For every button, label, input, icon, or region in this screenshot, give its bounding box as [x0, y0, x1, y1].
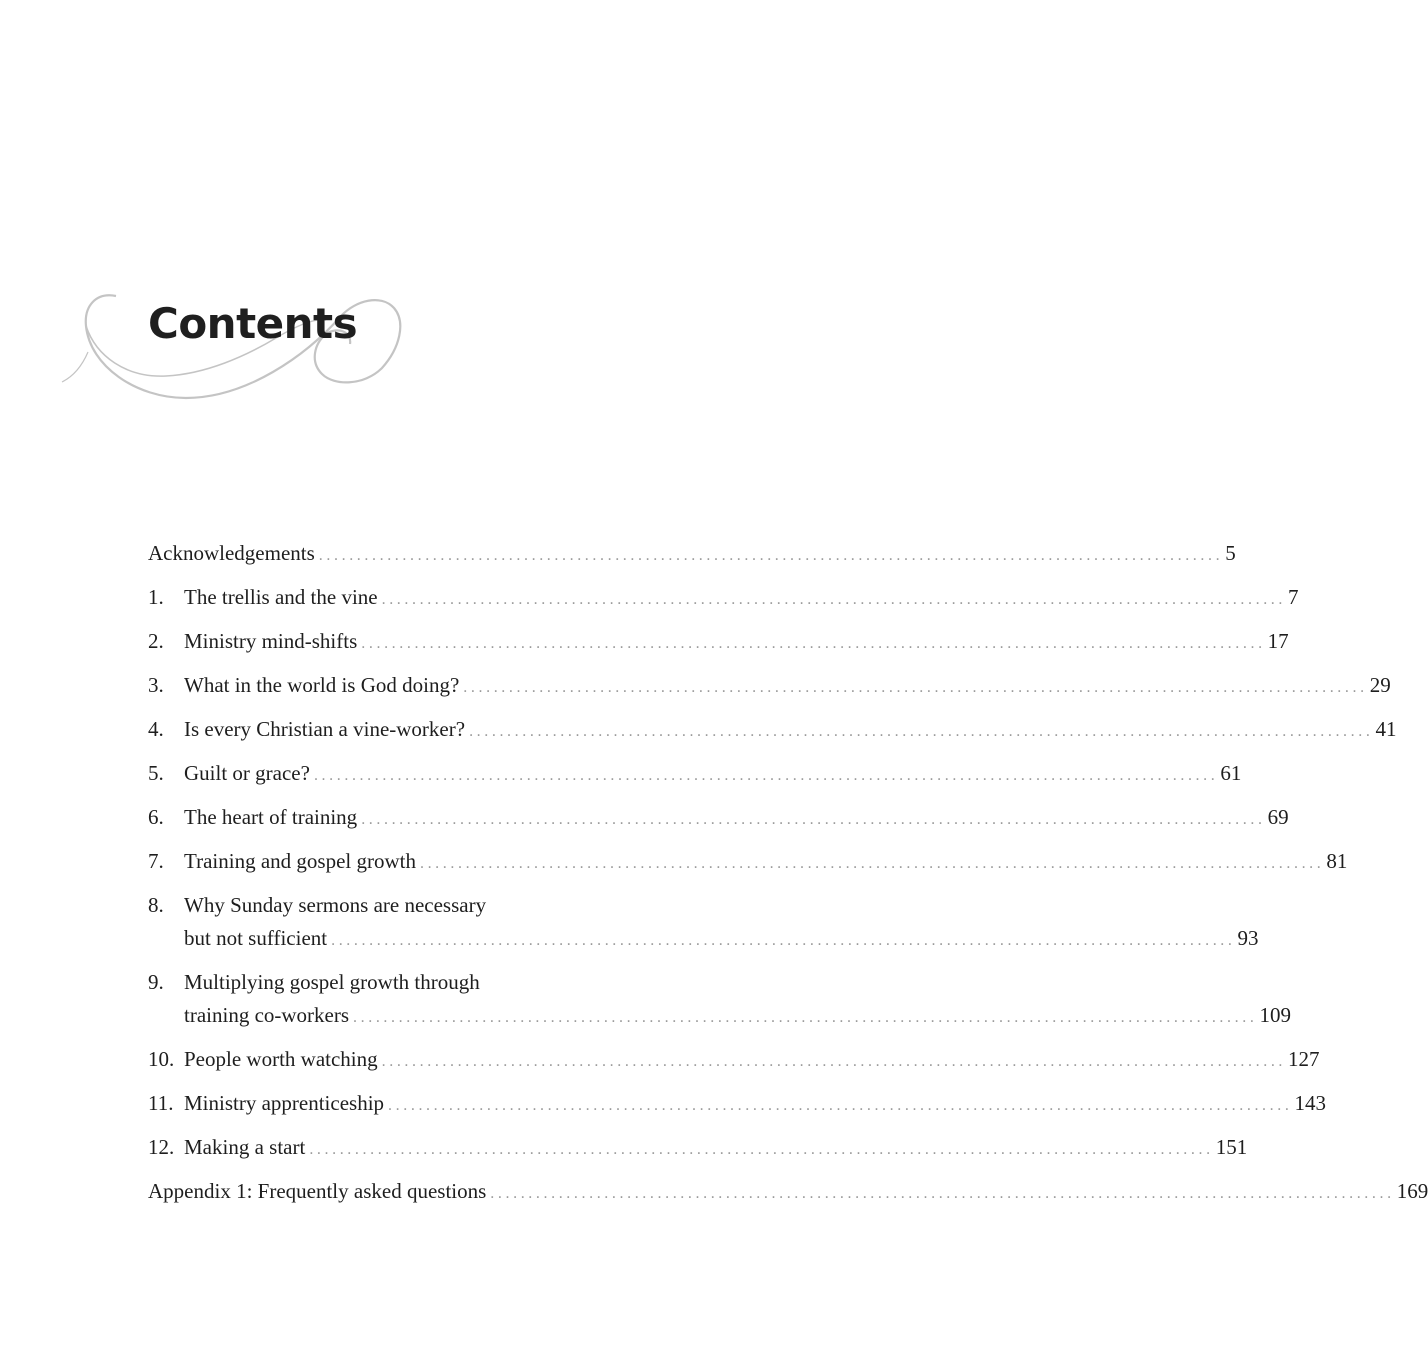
toc-entry-chapter-7[interactable]: [148, 845, 1348, 880]
toc-entry-appendix-1[interactable]: [148, 1175, 1428, 1210]
toc-label: Appendix 1: Frequently asked questions: [148, 1179, 487, 1203]
chapter-number: 5.: [148, 761, 164, 785]
toc-page-number: 69: [1267, 805, 1289, 829]
chapter-number: 6.: [148, 805, 164, 829]
chapter-number: 3.: [148, 673, 164, 697]
toc-entry-body: [184, 889, 1259, 957]
dot-leader: .......................................................................................................................: [419, 855, 1325, 872]
toc-page-number: 61: [1220, 761, 1242, 785]
toc-label: Making a start: [184, 1135, 306, 1159]
toc-label: Training and gospel growth: [184, 849, 416, 873]
dot-leader: .......................................................................................................................: [353, 1009, 1258, 1026]
chapter-number: 8.: [148, 893, 164, 917]
dot-leader: .......................................................................................................................: [309, 1141, 1214, 1158]
toc-line: [184, 1087, 1326, 1122]
toc-entry-body: [184, 757, 1242, 792]
toc-entry-body: [184, 801, 1289, 836]
toc-line: [148, 1175, 1428, 1210]
toc-label: People worth watching: [184, 1047, 378, 1071]
toc-entry-body: [184, 669, 1391, 704]
toc-entry-chapter-11[interactable]: [148, 1087, 1326, 1122]
toc-label: Ministry mind-shifts: [184, 629, 358, 653]
toc-label: What in the world is God doing?: [184, 673, 460, 697]
toc-entry-body: [184, 1087, 1326, 1122]
toc-page-number: 29: [1369, 673, 1391, 697]
toc-entry-body: [184, 966, 1291, 1034]
toc-entry-body: [184, 845, 1348, 880]
toc-label: Acknowledgements: [148, 541, 315, 565]
dot-leader: .......................................................................................................................: [361, 811, 1266, 828]
toc-entry-chapter-5[interactable]: [148, 757, 1242, 792]
dot-leader: .......................................................................................................................: [318, 547, 1224, 564]
dot-leader: .......................................................................................................................: [381, 591, 1287, 608]
toc-entry-chapter-6[interactable]: [148, 801, 1289, 836]
toc-label: The trellis and the vine: [184, 585, 378, 609]
chapter-number: 11.: [148, 1091, 174, 1115]
toc-page-number: 7: [1288, 585, 1299, 609]
toc-entry-body: [184, 1131, 1248, 1166]
toc-label: Is every Christian a vine-worker?: [184, 717, 466, 741]
toc-page-number: 169: [1396, 1179, 1428, 1203]
toc-entry-chapter-12[interactable]: [148, 1131, 1248, 1166]
page-title: Contents: [148, 299, 358, 348]
toc-entry-acknowledgements[interactable]: [148, 537, 1236, 572]
chapter-number: 7.: [148, 849, 164, 873]
toc-page-number: 151: [1215, 1135, 1248, 1159]
toc-label-line-1: Why Sunday sermons are necessary: [184, 893, 487, 917]
toc-label-line-2: training co-workers: [184, 1003, 350, 1027]
chapter-number: 9.: [148, 970, 164, 994]
toc-page-number: 127: [1288, 1047, 1320, 1071]
toc-line: [184, 625, 1289, 660]
toc-page-number: 143: [1294, 1091, 1326, 1115]
toc-label-line-1: Multiplying gospel growth through: [184, 970, 480, 994]
table-of-contents: [148, 537, 1428, 1219]
toc-entry-body: [184, 625, 1289, 660]
toc-line: [184, 757, 1242, 792]
toc-page-number: 93: [1237, 926, 1259, 950]
chapter-number: 10.: [148, 1047, 175, 1071]
toc-line: [184, 845, 1348, 880]
toc-page-number: 81: [1326, 849, 1348, 873]
chapter-number: 2.: [148, 629, 164, 653]
toc-entry-chapter-4[interactable]: [148, 713, 1397, 748]
toc-line: [184, 922, 1259, 957]
toc-label-line-2: but not sufficient: [184, 926, 328, 950]
toc-entry-chapter-10[interactable]: [148, 1043, 1320, 1078]
dot-leader: .......................................................................................................................: [388, 1097, 1293, 1114]
dot-leader: .......................................................................................................................: [490, 1185, 1395, 1202]
chapter-number: 12.: [148, 1135, 175, 1159]
toc-entry-body: [148, 537, 1236, 572]
toc-line: [184, 1043, 1320, 1078]
dot-leader: .......................................................................................................................: [463, 679, 1368, 696]
chapter-number: 1.: [148, 585, 164, 609]
toc-entry-body: [184, 713, 1397, 748]
chapter-number: 4.: [148, 717, 164, 741]
toc-entry-body: [184, 1043, 1320, 1078]
toc-page-number: 17: [1267, 629, 1289, 653]
toc-label: The heart of training: [184, 805, 358, 829]
dot-leader: .......................................................................................................................: [331, 932, 1236, 949]
toc-entry-chapter-1[interactable]: [148, 581, 1299, 616]
toc-line: [184, 1131, 1248, 1166]
toc-label: Ministry apprenticeship: [184, 1091, 385, 1115]
toc-line: [184, 801, 1289, 836]
toc-line: [148, 537, 1236, 572]
toc-entry-body: [148, 1175, 1428, 1210]
toc-entry-chapter-8[interactable]: [148, 889, 1259, 957]
dot-leader: .......................................................................................................................: [313, 767, 1219, 784]
toc-label: Guilt or grace?: [184, 761, 310, 785]
toc-entry-chapter-9[interactable]: [148, 966, 1291, 1034]
dot-leader: .......................................................................................................................: [381, 1053, 1287, 1070]
toc-line: [184, 669, 1391, 704]
toc-entry-chapter-2[interactable]: [148, 625, 1289, 660]
toc-line: [184, 713, 1397, 748]
toc-page-number: 109: [1259, 1003, 1291, 1027]
toc-line: [184, 581, 1299, 616]
toc-entry-body: [184, 581, 1299, 616]
toc-line: [184, 999, 1291, 1034]
toc-page-number: 41: [1375, 717, 1397, 741]
toc-entry-chapter-3[interactable]: [148, 669, 1391, 704]
dot-leader: .......................................................................................................................: [361, 635, 1266, 652]
dot-leader: .......................................................................................................................: [469, 723, 1374, 740]
toc-page-number: 5: [1225, 541, 1236, 565]
